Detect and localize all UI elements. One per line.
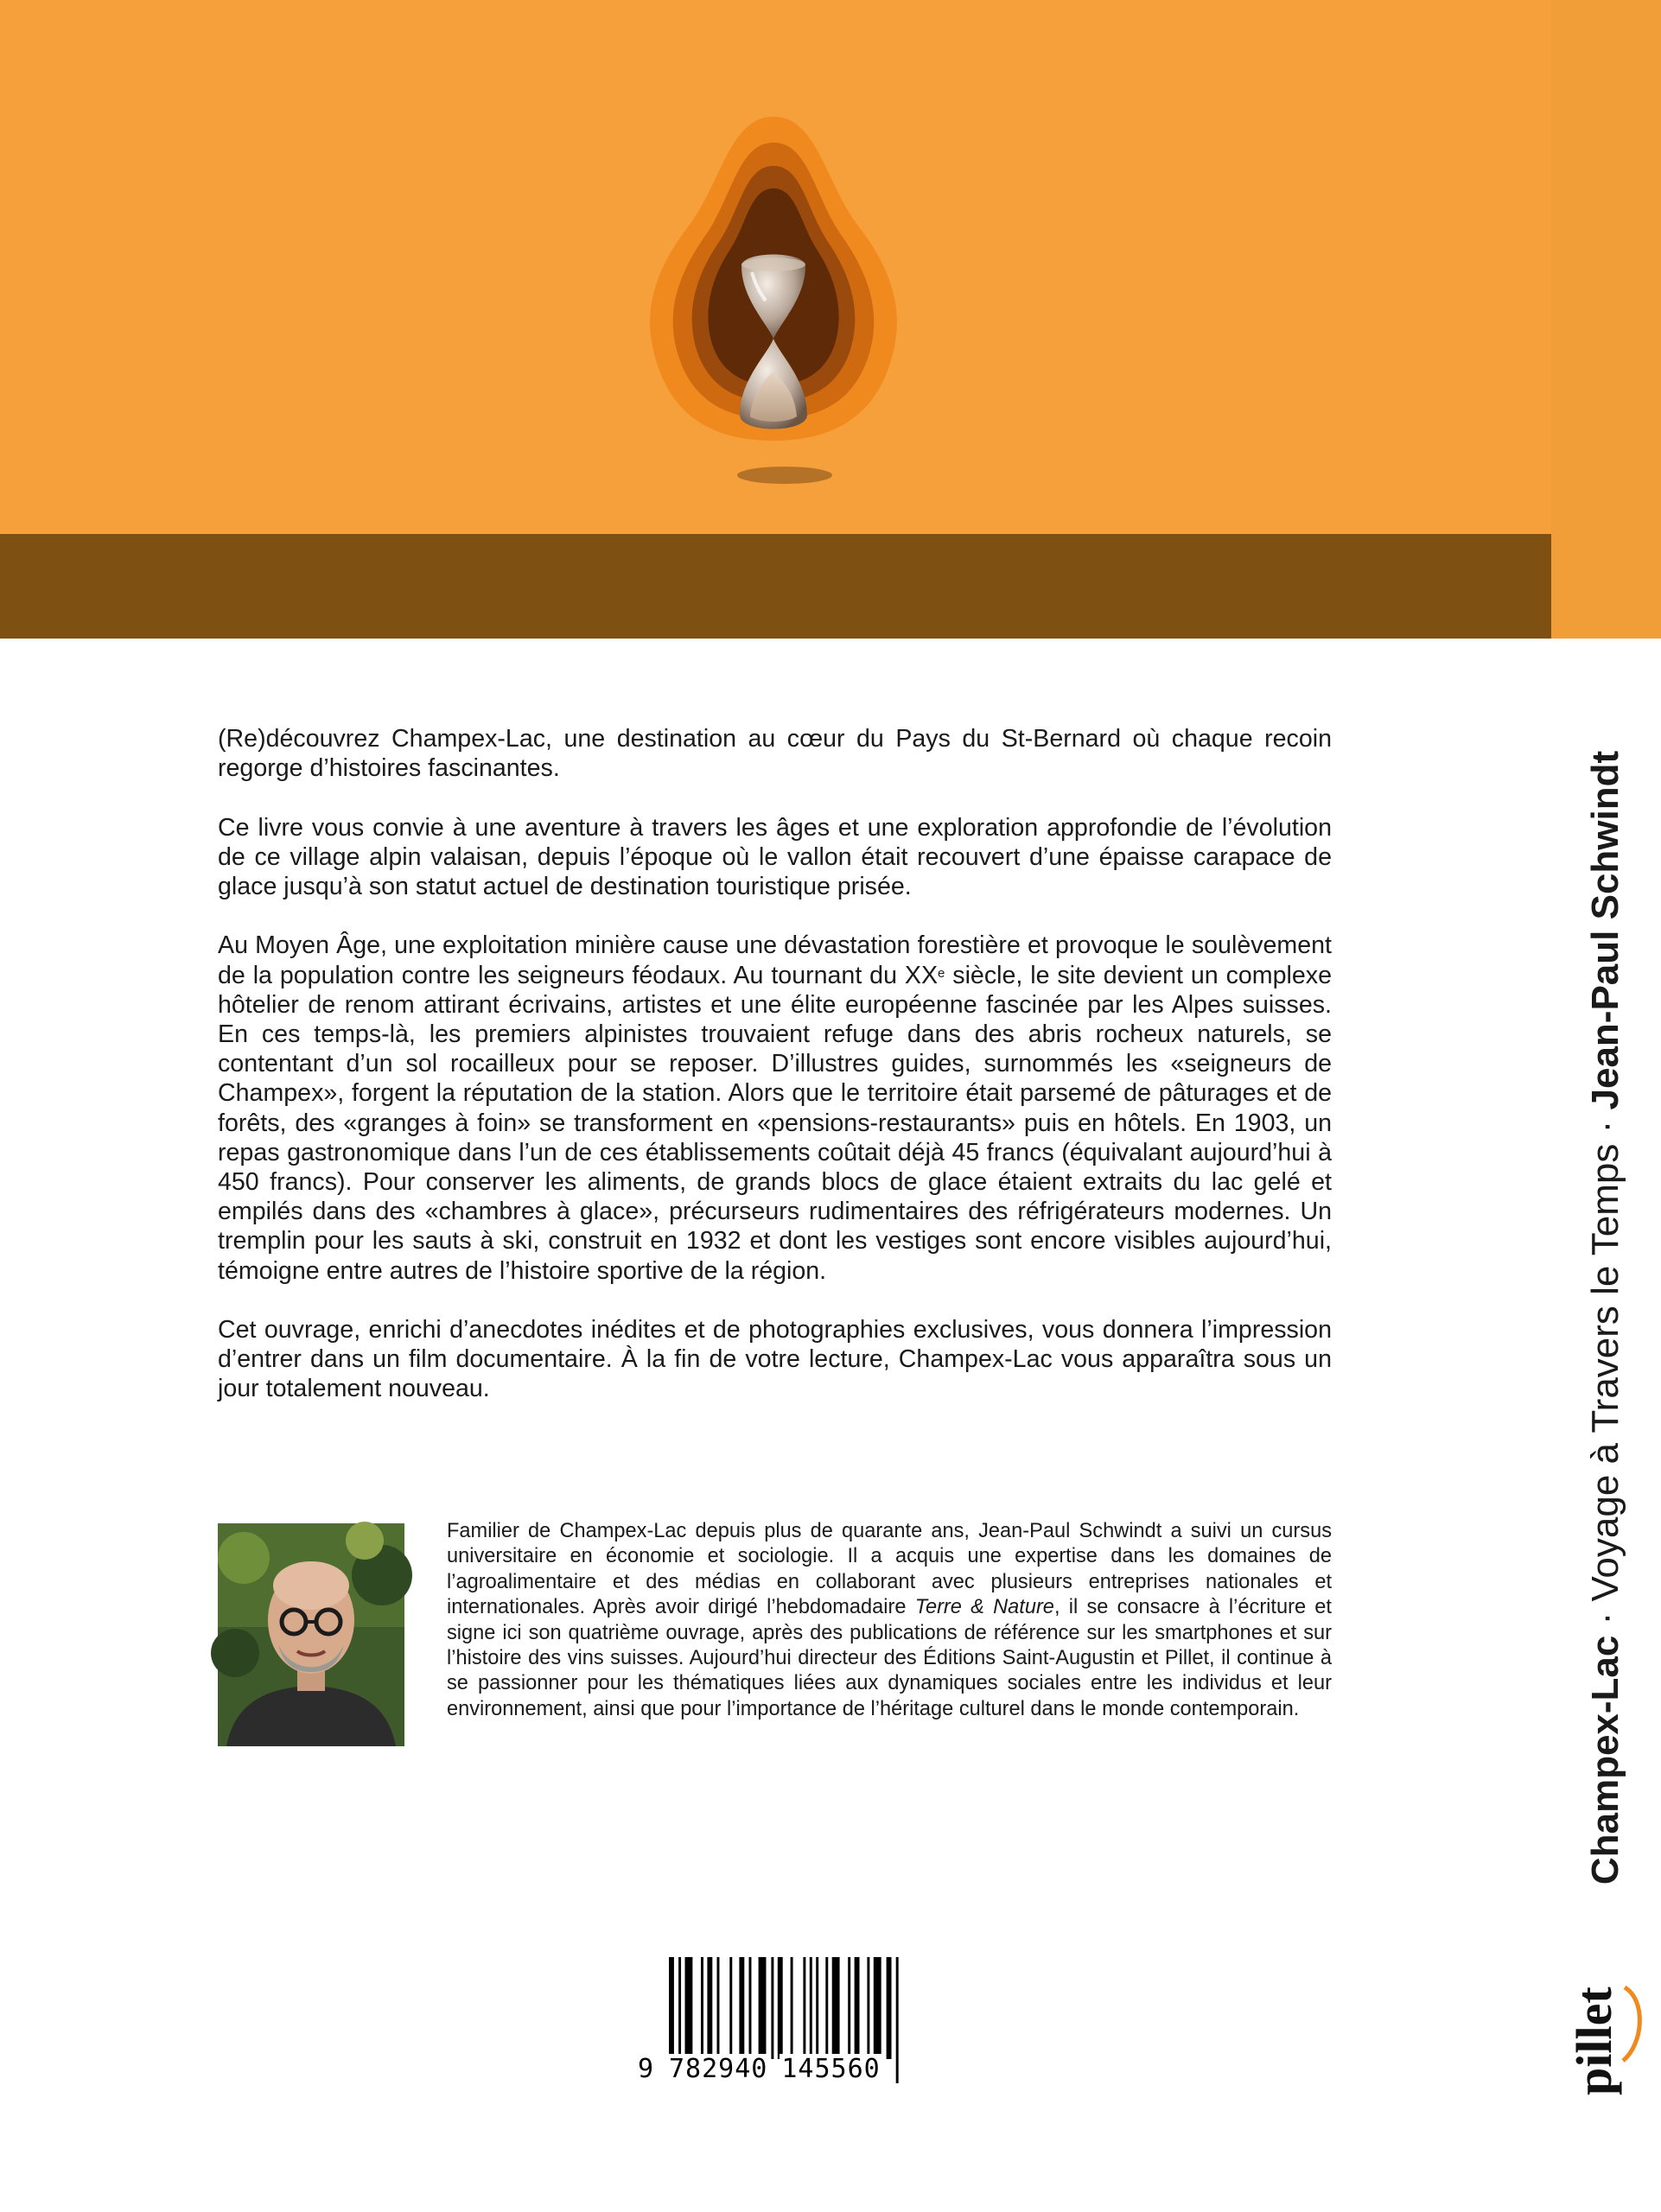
- barcode-bar: [759, 1957, 767, 2059]
- magazine-title: Terre & Nature: [914, 1596, 1054, 1619]
- spine-subtitle: Voyage à Travers le Temps: [1584, 1143, 1626, 1602]
- spine-separator: ·: [1584, 1601, 1626, 1636]
- barcode-bar: [729, 1957, 732, 2059]
- isbn-group-left: 782940: [669, 2054, 768, 2084]
- century-superscript: e: [938, 965, 945, 981]
- barcode-bar: [803, 1957, 805, 2059]
- author-bio-part-a: Familier de Champex-Lac depuis plus de quarante ans, Jean-Paul Schwindt a suivi un cursus universitaire en économie et sociologie. Il a acquis une expertise dans les domaines de l’agroalimentaire et des médias en collaborant avec plusieurs entreprises nationales et internationales. Après avoir dirigé l’hebdomadaire: [447, 1520, 1332, 1619]
- blurb-paragraph-4: Cet ouvrage, enrichi d’anecdotes inédites et de photographies exclusives, vous donnera l’impression d’entrer dans un film documentaire. À la fin de votre lecture, Champex-Lac vous apparaîtra sous un jour totalement nouveau.: [218, 1316, 1332, 1403]
- author-bio-part-b: , il se consacre à l’écriture et signe ici son quatrième ouvrage, après des publications de référence sur les smartphones et sur l’histoire des vins suisses. Aujourd’hui directeur des Éditions Saint-Augustin et Pillet, il continue à se passionner pour les thématiques liées aux dynamiques sociales entre les individus et leur environnement, ainsi que pour l’importance de l’héritage culturel dans le monde contemporain.: [447, 1596, 1332, 1720]
- barcode-bar: [749, 1957, 752, 2059]
- barcode-bar: [701, 1957, 703, 2059]
- spine-book-title: Champex-Lac: [1584, 1635, 1626, 1885]
- barcode-bar: [848, 1957, 850, 2059]
- spine-separator: ·: [1584, 1109, 1626, 1144]
- hourglass-icon: [631, 112, 916, 493]
- barcode-bar: [832, 1957, 840, 2059]
- barcode-bar: [874, 1957, 881, 2059]
- spine-author: Jean-Paul Schwindt: [1584, 750, 1626, 1110]
- barcode-bar: [778, 1957, 783, 2059]
- barcode-bar: [791, 1957, 793, 2059]
- barcode-bar: [771, 1957, 773, 2059]
- barcode-bar: [887, 1957, 892, 2059]
- isbn-number: [638, 2050, 902, 2084]
- blurb-paragraph-3-part-a: Au Moyen Âge, une exploitation minière cause une dévastation forestière et provoque le soulèvement de la population contre les seigneurs féodaux. Au tournant du XX: [218, 931, 1332, 989]
- author-photo: [218, 1523, 404, 1746]
- publisher-name: pillet: [1566, 1986, 1622, 2095]
- barcode-bar: [739, 1957, 744, 2059]
- back-cover-blurb: [218, 724, 1332, 1433]
- blurb-paragraph-1: (Re)découvrez Champex-Lac, une destination au cœur du Pays du St-Bernard où chaque recoin regorge d’histoires fascinantes.: [218, 725, 1332, 783]
- barcode-bar: [867, 1957, 869, 2059]
- barcode-bar: [685, 1957, 693, 2059]
- author-bio: [447, 1519, 1332, 1722]
- isbn-group-right: 145560: [781, 2054, 881, 2084]
- spine-text: [1584, 751, 1627, 1885]
- barcode-bar: [707, 1957, 712, 2059]
- cover-brown-band: [0, 534, 1551, 639]
- isbn-first-digit: 9: [638, 2054, 654, 2084]
- barcode-bar: [717, 1957, 720, 2059]
- blurb-paragraph-3-part-b: siècle, le site devient un complexe hôtelier de renom attirant écrivains, artistes et une élite européenne fascinée par les Alpes suisses. En ces temps-là, les premiers alpinistes trouvaient refuge dans des abris rocheux naturels, se contentant d’un sol rocailleux pour se reposer. D’illustres guides, surnommés les «seigneurs de Champex», forgent la réputation de la station. Alors que le territoire était parsemé de pâturages et de forêts, des «granges à foin» se transforment en «pensions-restaurants» puis en hôtels. En 1903, un repas gastronomique dans l’un de ces établissements coûtait déjà 45 francs (équivalant aujourd’hui à 450 francs). Pour conserver les aliments, de grands blocs de glace étaient extraits du lac gelé et empilés dans des «chambres à glace», précurseurs rudimentaires des réfrigérateurs modernes. Un tremplin pour les sauts à ski, construit en 1932 et dont les vestiges sont encore visibles aujourd’hui, témoigne entre autres de l’histoire sportive de la région.: [218, 961, 1332, 1285]
- blurb-paragraph-3: [218, 931, 1332, 1285]
- publisher-logo: [1566, 1948, 1642, 2095]
- barcode-bar: [855, 1957, 860, 2059]
- blurb-paragraph-2: Ce livre vous convie à une aventure à travers les âges et une exploration approfondie de l’évolution de ce village alpin valaisan, depuis l’époque où le vallon était recouvert d’une épaisse carapace de glace jusqu’à son statut actuel de destination touristique prisée.: [218, 813, 1332, 900]
- spine-orange-strip: [1551, 0, 1661, 639]
